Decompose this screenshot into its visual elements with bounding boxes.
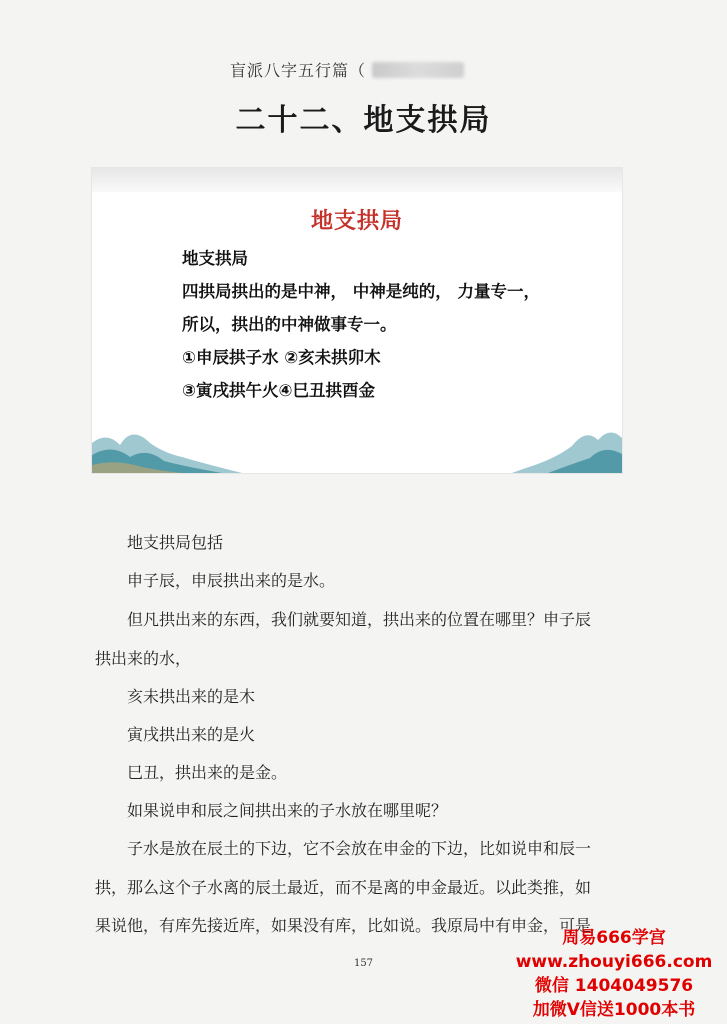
slide-line: ①申辰拱子水 ②亥未拱卯木 (182, 348, 381, 367)
slide-line: 四拱局拱出的是中神， 中神是纯的， 力量专一， (182, 282, 540, 301)
slide-line: ③寅戌拱午火④巳丑拱酉金 (182, 381, 375, 400)
paragraph: 地支拱局包括 (127, 533, 224, 552)
running-title: 盲派八字五行篇（ (230, 61, 367, 80)
paragraph: 亥未拱出来的是木 (127, 687, 256, 706)
paragraph: 申子辰，申辰拱出来的是水。 (127, 571, 336, 590)
slide-line: 所以，拱出的中神做事专一。 (182, 315, 397, 334)
slide-top-shade (92, 168, 622, 192)
paragraph: 如果说申和辰之间拱出来的子水放在哪里呢？ (127, 801, 448, 820)
slide-line: 地支拱局 (182, 249, 248, 268)
slide-image (92, 168, 622, 473)
watermark-line: 加微V信送1000本书 (532, 1000, 696, 1020)
watermark-line: www.zhouyi666.com (515, 952, 713, 972)
paragraph: 拱出来的水， (95, 649, 192, 668)
paragraph: 果说他，有库先接近库，如果没有库，比如说。我原局中有申金，可是 (95, 916, 592, 935)
watermark-line: 微信 1404049576 (534, 976, 694, 996)
slide-heading: 地支拱局 (310, 209, 403, 234)
mountain-right-decoration (512, 418, 622, 473)
redacted-blur (372, 62, 464, 78)
watermark-line: 周易666学宫 (562, 928, 666, 948)
paragraph: 拱，那么这个子水离的辰土最近，而不是离的申金最近。以此类推，如 (95, 878, 592, 897)
watermark (509, 926, 719, 1022)
paragraph: 但凡拱出来的东西，我们就要知道，拱出来的位置在哪里？申子辰 (127, 610, 592, 629)
chapter-title: 二十二、地支拱局 (235, 103, 492, 138)
paragraph: 寅戌拱出来的是火 (127, 725, 256, 744)
slide-text-block (182, 242, 540, 407)
paragraph: 巳丑，拱出来的是金。 (127, 763, 288, 782)
running-header (230, 58, 464, 81)
page-number: 157 (353, 958, 374, 969)
paragraph: 子水是放在辰土的下边，它不会放在申金的下边，比如说申和辰一 (127, 839, 592, 858)
mountain-left-decoration (92, 413, 242, 473)
